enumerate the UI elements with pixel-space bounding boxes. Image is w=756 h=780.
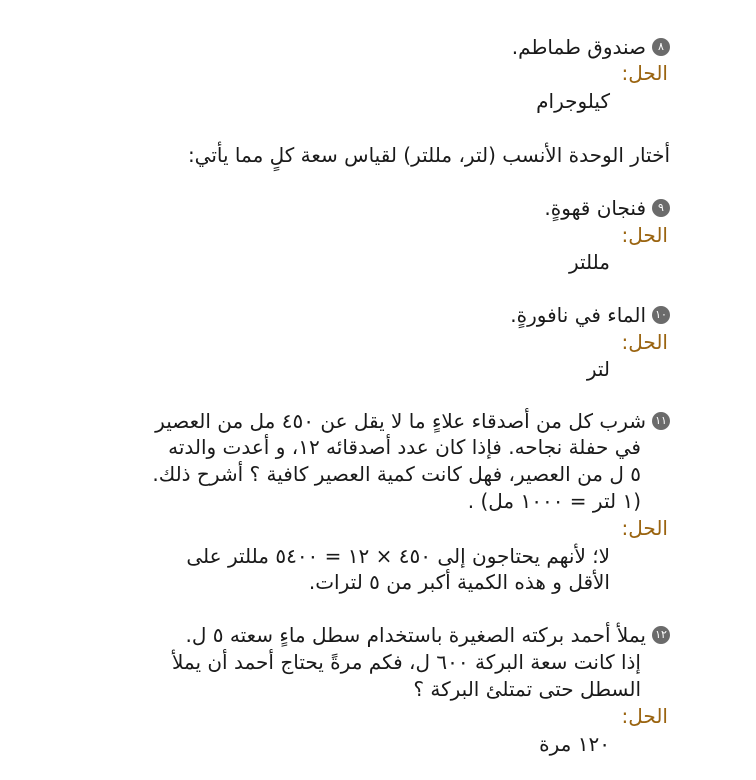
question-12-line-1 xyxy=(186,622,670,648)
question-11-line-1 xyxy=(155,408,670,434)
question-12-line-3: السطل حتى تمتلئ البركة ؟ xyxy=(413,677,641,701)
solution-label: الحل: xyxy=(621,223,668,247)
question-11-line-2: في حفلة نجاحه. فإذا كان عدد أصدقائه ١٢، و أعدت والدته xyxy=(168,435,641,459)
question-text: فنجان قهوةٍ. xyxy=(544,196,646,220)
question-number-badge: ١٢ xyxy=(652,626,670,644)
solution-label: الحل: xyxy=(621,330,668,354)
question-number-badge: ١١ xyxy=(652,412,670,430)
solution-label: الحل: xyxy=(621,61,668,85)
answer-11-line-1: لا؛ لأنهم يحتاجون إلى ٤٥٠ × ١٢ = ٥٤٠٠ مللتر على xyxy=(186,544,610,568)
question-10 xyxy=(510,302,670,328)
question-9 xyxy=(544,195,670,221)
question-11-line-4: (١ لتر = ١٠٠٠ مل) . xyxy=(467,489,641,513)
question-11-line-3: ٥ ل من العصير، فهل كانت كمية العصير كافية ؟ أشرح ذلك. xyxy=(152,462,641,486)
answer-11-line-2: الأقل و هذه الكمية أكبر من ٥ لترات. xyxy=(308,570,610,594)
question-text: شرب كل من أصدقاء علاءٍ ما لا يقل عن ٤٥٠ مل من العصير xyxy=(155,409,646,433)
question-12-line-2: إذا كانت سعة البركة ٦٠٠ ل، فكم مرةً يحتاج أحمد أن يملأ xyxy=(171,650,641,674)
answer-8: كيلوجرام xyxy=(536,89,610,113)
answer-9: مللتر xyxy=(568,250,610,274)
question-text: الماء في نافورةٍ. xyxy=(510,303,646,327)
question-number-badge: ٨ xyxy=(652,38,670,56)
answer-10: لتر xyxy=(586,357,610,381)
solution-label: الحل: xyxy=(621,516,668,540)
question-number-badge: ١٠ xyxy=(652,306,670,324)
solution-label: الحل: xyxy=(621,704,668,728)
section-instruction: أختار الوحدة الأنسب (لتر، مللتر) لقياس سعة كلٍ مما يأتي: xyxy=(187,143,670,167)
question-text: يملأ أحمد بركته الصغيرة باستخدام سطل ماءٍ سعته ٥ ل. xyxy=(185,623,646,647)
question-number-badge: ٩ xyxy=(652,199,670,217)
answer-12: ١٢٠ مرة xyxy=(539,732,610,756)
question-text: صندوق طماطم. xyxy=(511,35,646,59)
question-8 xyxy=(512,34,670,60)
